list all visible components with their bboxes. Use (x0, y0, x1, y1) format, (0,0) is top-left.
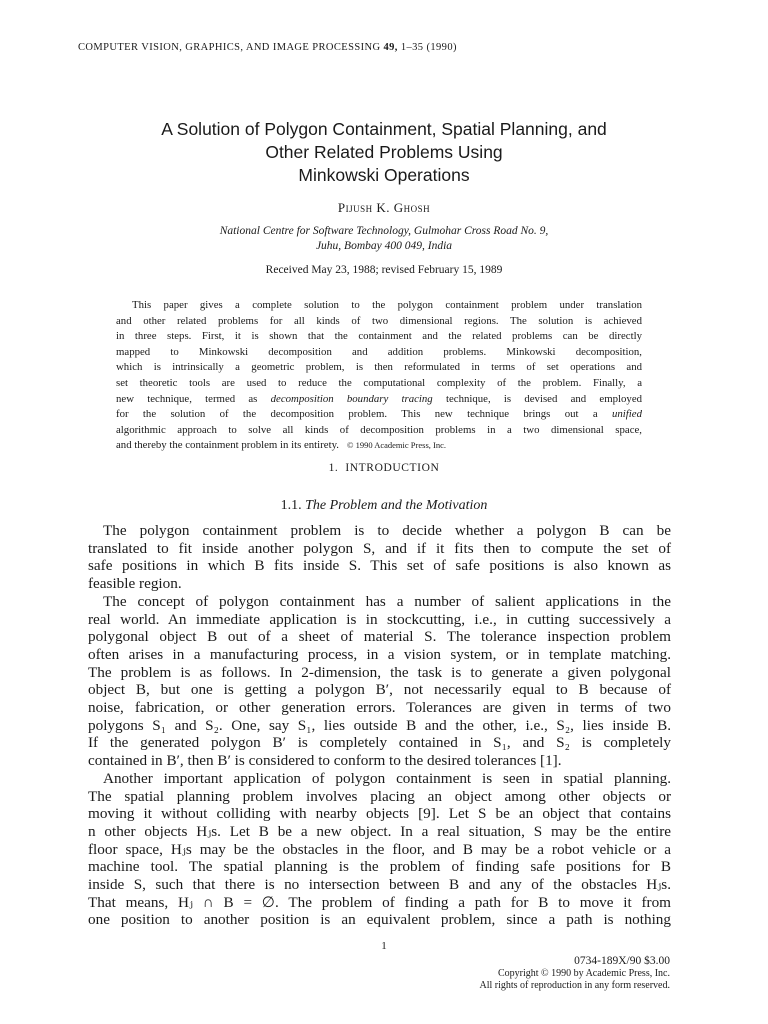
subsection-heading (0, 498, 768, 514)
body-line: translated to fit inside another polygon S, and if it fits then to compute the set of (88, 539, 671, 557)
title-line: A Solution of Polygon Containment, Spatial Planning, and (161, 119, 607, 139)
body-line: floor space, Hⱼs may be the obstacles in the floor, and B may be a robot vehicle or a (88, 840, 671, 858)
body-line: The polygon containment problem is to decide whether a polygon B can be (103, 522, 671, 539)
body-line: polygonal object B out of a sheet of material S. The tolerance inspection problem (88, 628, 671, 646)
body-line: safe positions in which B fits inside S. This set of safe positions is also known as (88, 557, 671, 575)
page-number: 1 (381, 940, 387, 952)
abstract (116, 298, 642, 454)
body-line: That means, Hⱼ ∩ B = ∅. The problem of finding a path for B to move it from (88, 893, 671, 911)
body-line: If the generated polygon B′ is completely contained in S₁, and S₂ is completely (88, 734, 671, 752)
journal-pages: 1–35 (1990) (400, 42, 457, 53)
body-line: polygons S₁ and S₂. One, say S₁, lies outside B and the other, i.e., S₂, lies inside B. (88, 716, 671, 734)
rights-line: All rights of reproduction in any form reserved. (479, 980, 670, 991)
running-head (78, 42, 457, 53)
abstract-italic-term: unified (612, 408, 642, 421)
body-line: contained in B′, then B′ is considered to conform to the desired tolerances [1]. (88, 752, 562, 770)
abstract-line: which is intrinsically a geometric problem, is then reformulated in terms of set operations and (116, 361, 642, 374)
body-line: The problem is as follows. In 2-dimension, the task is to generate a given polygonal (88, 663, 671, 681)
affiliation-line: Juhu, Bombay 400 049, India (315, 240, 453, 252)
body-line: n other objects Hⱼs. Let B be a new object. In a real situation, S may be the entire (88, 822, 671, 840)
abstract-line: set theoretic tools are used to reduce the computational complexity of the problem. Finally, a (116, 376, 642, 389)
affiliation-line: National Centre for Software Technology, Gulmohar Cross Road No. 9, (219, 225, 549, 237)
journal-name: COMPUTER VISION, GRAPHICS, AND IMAGE PROCESSING (78, 42, 381, 53)
body-line: often arises in a manufacturing process, in a vision system, or in template matching. (88, 645, 671, 663)
paper-title (60, 118, 708, 187)
abstract-line-mixed: for the solution of the decomposition problem. This new technique brings out a unified (116, 408, 642, 421)
abstract-line: in three steps. First, it is shown that the containment and the related problems can be directly (116, 330, 642, 343)
body-line: feasible region. (88, 575, 182, 593)
body-line: object B, but one is getting a polygon B′, not necessarily equal to B because of (88, 681, 671, 699)
section-title: INTRODUCTION (345, 462, 440, 474)
abstract-line-mixed: new technique, termed as decomposition boundary tracing technique, is devised and employed (116, 392, 643, 405)
section-heading (0, 462, 768, 474)
footer-copyright-block (479, 955, 670, 993)
body-text (88, 522, 671, 929)
body-line: inside S, such that there is no intersection between B and any of the obstacles Hⱼs. (88, 876, 671, 894)
section-number: 1. (328, 462, 339, 474)
copyright-line: Copyright © 1990 by Academic Press, Inc. (497, 967, 670, 979)
subsection-number: 1.1. (280, 498, 302, 513)
received-dates: Received May 23, 1988; revised February 15, 1989 (265, 264, 503, 276)
title-line: Minkowski Operations (298, 165, 470, 185)
body-line: real world. An immediate application is in stockcutting, i.e., in cutting successively a (88, 610, 671, 628)
title-line: Other Related Problems Using (265, 142, 503, 162)
abstract-line: This paper gives a complete solution to the polygon containment problem under translation (132, 299, 642, 311)
journal-volume: 49, (383, 42, 398, 53)
abstract-line: mapped to Minkowski decomposition and addition problems. Minkowski decomposition, (116, 345, 642, 358)
abstract-copyright: © 1990 Academic Press, Inc. (346, 440, 446, 451)
abstract-last-line: and thereby the containment problem in its entirety. © 1990 Academic Press, Inc. (116, 439, 446, 452)
subsection-title: The Problem and the Motivation (305, 498, 488, 513)
body-line: moving it without colliding with nearby objects [9]. Let S be an object that contains (88, 805, 671, 823)
body-line: one position to another position is an equivalent problem, since a path is nothing (88, 911, 671, 929)
body-line: noise, fabrication, or other generation errors. Tolerances are given in terms of two (88, 699, 671, 717)
body-line: machine tool. The spatial planning is the problem of finding safe positions for B (88, 858, 671, 876)
article-code: 0734-189X/90 $3.00 (574, 955, 670, 967)
abstract-line: algorithmic approach to solve all kinds of decomposition problems in a two dimensional space, (116, 423, 642, 436)
author-name: Pijush K. Ghosh (337, 200, 431, 215)
body-line: Another important application of polygon containment is seen in spatial planning. (103, 769, 671, 787)
abstract-line: and other related problems for all kinds of two dimensional regions. The solution is achieved (116, 314, 642, 327)
body-line: The concept of polygon containment has a number of salient applications in the (103, 592, 671, 610)
body-line: The spatial planning problem involves placing an object among other objects or (88, 787, 671, 805)
abstract-italic-term: decomposition boundary tracing (270, 392, 433, 405)
author-affiliation (0, 224, 768, 254)
